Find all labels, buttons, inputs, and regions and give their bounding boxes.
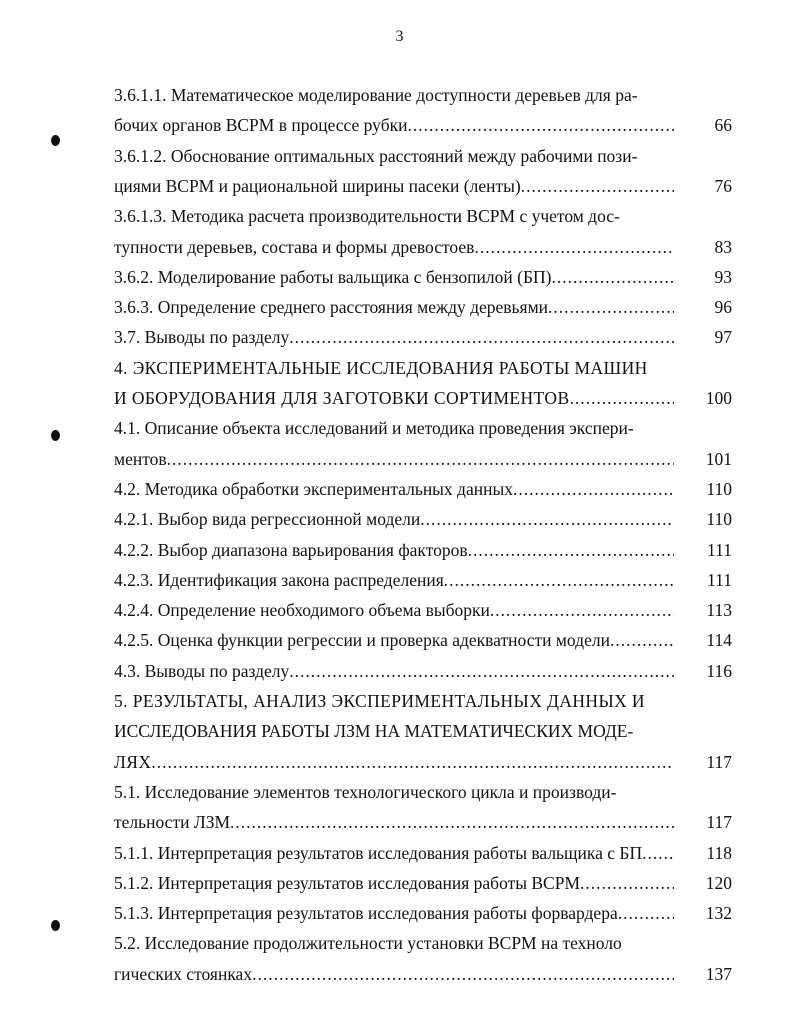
toc-page-number: 110 bbox=[706, 478, 732, 499]
toc-page-number: 96 bbox=[714, 297, 732, 318]
toc-entry-line: 5.1.2. Интерпретация результатов исследования работы ВСРМ ..... bbox=[114, 873, 674, 894]
toc-entry-line: 3.6.1.3. Методика расчета производительности ВСРМ с учетом дос- bbox=[114, 206, 620, 227]
toc-entry-line: 4.2.4. Определение необходимого объема выборки ..... bbox=[114, 600, 674, 621]
toc-page-number: 100 bbox=[705, 388, 732, 408]
toc-entry-line: 4.2.2. Выбор диапазона варьирования факторов ..... bbox=[114, 540, 674, 561]
toc-entry-line: 4. ЭКСПЕРИМЕНТАЛЬНЫЕ ИССЛЕДОВАНИЯ РАБОТЫ МАШИН bbox=[114, 357, 648, 378]
toc-entry-line: 4.3. Выводы по разделу ..... bbox=[114, 661, 674, 682]
toc-page-number: 132 bbox=[705, 903, 732, 924]
page-number: 3 bbox=[395, 28, 404, 45]
margin-bullet-mark bbox=[51, 920, 60, 931]
toc-entry-line: тельности ЛЗМ ..... bbox=[114, 812, 674, 833]
toc-entry-line: 5.1.3. Интерпретация результатов исследования работы форвардера ..... bbox=[114, 903, 674, 924]
toc-page-number: 83 bbox=[714, 236, 732, 257]
toc-entry-line: 4.1. Описание объекта исследований и методика проведения экспери- bbox=[114, 418, 634, 439]
toc-entry-line: 3.6.1.1. Математическое моделирование доступности деревьев для ра- bbox=[114, 85, 638, 105]
toc-entry-line: 5.1. Исследование элементов технологического цикла и производи- bbox=[114, 781, 617, 802]
toc-page-number: 120 bbox=[705, 872, 732, 893]
toc-page-number: 110 bbox=[706, 509, 732, 530]
toc-entry-line: 4.2.3. Идентификация закона распределения ..... bbox=[114, 570, 674, 591]
toc-entry-line: 5. РЕЗУЛЬТАТЫ, АНАЛИЗ ЭКСПЕРИМЕНТАЛЬНЫХ ДАННЫХ И bbox=[114, 691, 645, 711]
toc-page-number: 113 bbox=[706, 600, 732, 621]
toc-entry-line: циями ВСРМ и рациональной ширины пасеки (ленты) ..... bbox=[114, 176, 674, 197]
toc-page-number: 111 bbox=[707, 539, 732, 560]
toc-entry-line: бочих органов ВСРМ в процессе рубки ..... bbox=[114, 115, 674, 136]
toc-entry-line: 3.6.2. Моделирование работы вальщика с бензопилой (БП) ..... bbox=[114, 267, 674, 288]
toc-page-number: 93 bbox=[714, 266, 732, 287]
toc-entry-line: И ОБОРУДОВАНИЯ ДЛЯ ЗАГОТОВКИ СОРТИМЕНТОВ ..... bbox=[114, 388, 674, 409]
toc-entry-line: ИССЛЕДОВАНИЯ РАБОТЫ ЛЗМ НА МАТЕМАТИЧЕСКИХ МОДЕ- bbox=[114, 721, 634, 742]
toc-entry-line: ментов ..... bbox=[114, 449, 674, 470]
toc-entry-line: 4.2.1. Выбор вида регрессионной модели ..... bbox=[114, 509, 674, 530]
toc-page-number: 137 bbox=[705, 963, 732, 984]
toc-entry-line: 3.6.3. Определение среднего расстояния между деревьями ..... bbox=[114, 297, 674, 318]
toc-page-number: 66 bbox=[714, 115, 732, 136]
toc-page-number: 111 bbox=[707, 569, 732, 590]
toc-entry-line: 3.7. Выводы по разделу ..... bbox=[114, 327, 674, 348]
margin-bullet-mark bbox=[51, 135, 60, 146]
toc-entry-line: 3.6.1.2. Обоснование оптимальных расстояний между рабочими пози- bbox=[114, 145, 638, 166]
toc-entry-line: 5.1.1. Интерпретация результатов исследования работы вальщика с БП ..... bbox=[114, 843, 674, 864]
toc-page-number: 117 bbox=[706, 812, 732, 833]
toc-entry-line: ЛЯХ ..... bbox=[114, 752, 674, 773]
toc-page-number: 101 bbox=[705, 448, 732, 469]
toc-entry-line: 5.2. Исследование продолжительности установки ВСРМ на техноло bbox=[114, 933, 622, 954]
toc-entry-line: гических стоянках ..... bbox=[114, 964, 674, 985]
toc-page-number: 97 bbox=[714, 327, 732, 348]
toc-page-number: 76 bbox=[714, 175, 732, 196]
toc-entry-line: тупности деревьев, состава и формы древостоев ..... bbox=[114, 237, 674, 258]
toc-entry-line: 4.2.5. Оценка функции регрессии и проверка адекватности модели ..... bbox=[114, 630, 674, 651]
toc-entry-line: 4.2. Методика обработки экспериментальных данных ..... bbox=[114, 479, 674, 500]
toc-page-number: 117 bbox=[706, 751, 732, 772]
toc-page-number: 116 bbox=[706, 660, 732, 681]
margin-bullet-mark bbox=[51, 430, 60, 441]
toc-page-number: 118 bbox=[706, 842, 732, 863]
toc-page-number: 114 bbox=[706, 630, 732, 651]
